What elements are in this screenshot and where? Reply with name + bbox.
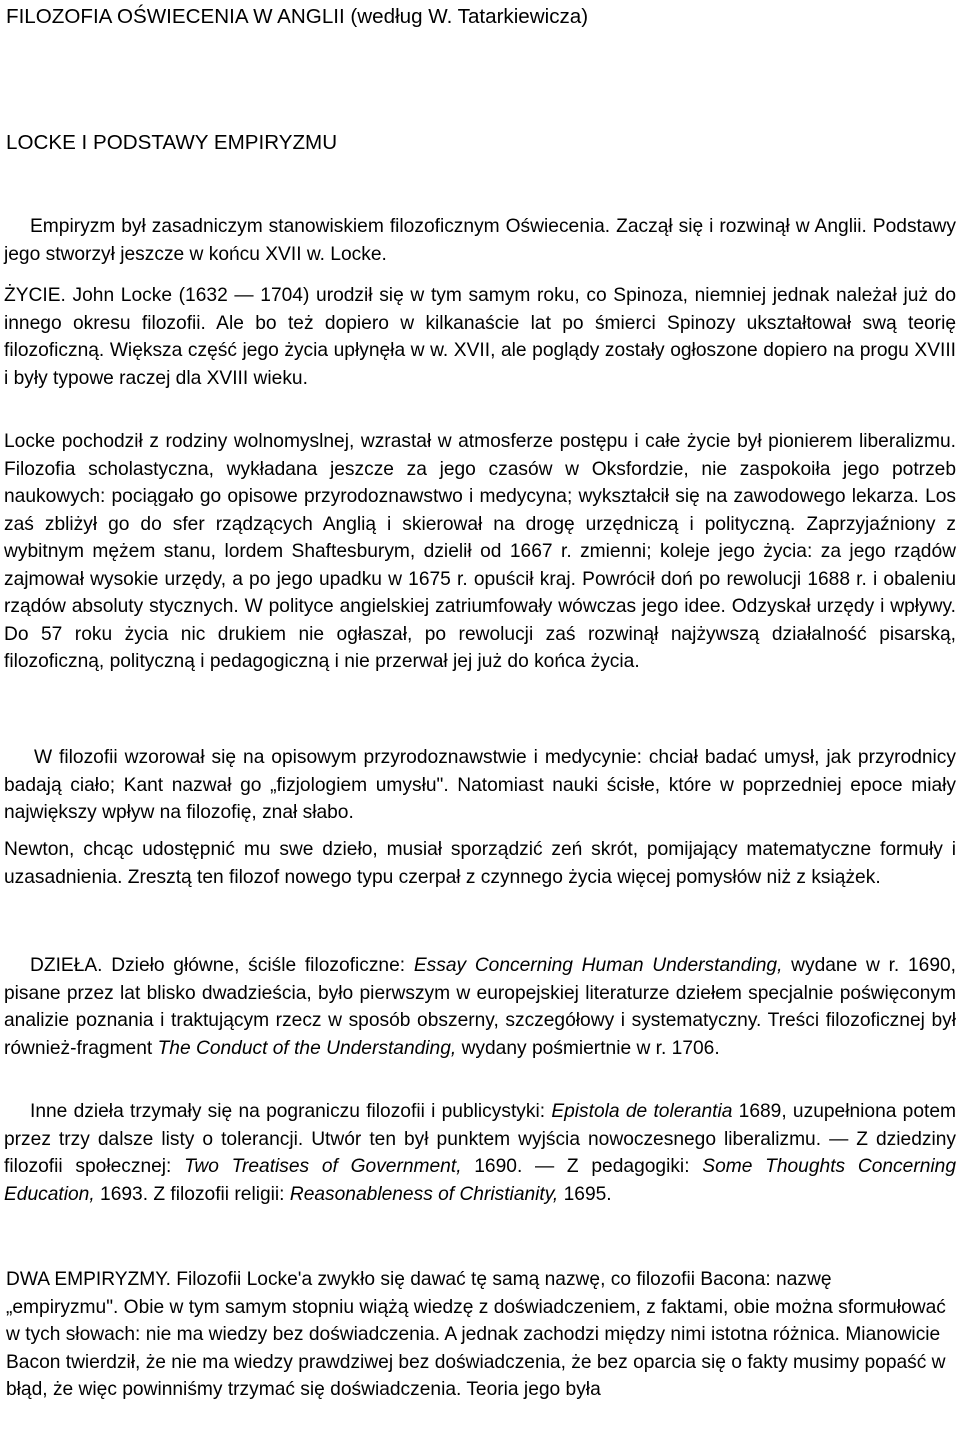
other-works-text: 1693. Z filozofii religii:: [94, 1183, 290, 1205]
paragraph-other-works: [4, 1098, 956, 1208]
other-works-text: 1695.: [558, 1183, 612, 1205]
works-text: DZIEŁA. Dzieło główne, ściśle filozoficzne:: [30, 955, 414, 976]
work-title-treatises: Two Treatises of Government,: [184, 1156, 462, 1177]
works-text: wydany pośmiertnie w r. 1706.: [456, 1037, 720, 1059]
other-works-text: 1690. — Z pedagogiki:: [461, 1156, 703, 1177]
document-title: FILOZOFIA OŚWIECENIA W ANGLII (według W. Tatarkiewicza): [6, 5, 589, 28]
paragraph-biography: Locke pochodził z rodziny wolnomyslnej, wzrastał w atmosferze postępu i całe życie był pionierem liberalizmu. Filozofia scholastyczna, wykładana jeszcze za jego czasów w Oksfordzie, nie zaspokoiła jego potrzeb naukowych: pociągało go opisowe przyrodoznawstwo i medycyna; wykształcił się na zawodowego lekarza. Los zaś zbliżył go do sfer rządzących Anglią i skierował na drogę urzędniczą i polityczną. Zaprzyjaźniony z wybitnym mężem stanu, lordem Shaftesburym, dzielił od 1667 r. zmienni; koleje jego życia: za jego rządów zajmował wysokie urzędy, a po jego upadku w 1675 r. opuścił kraj. Powrócił doń po rewolucji 1688 r. i obaleniu rządów absoluty stycznych. W polityce angielskiej zatriumfowały wówczas jego idee. Odzyskał urzędy i wpływy. Do 57 roku życia nic drukiem nie ogłaszał, po rewolucji zaś rozwinął najżywszą działalność pisarską, filozoficzną, polityczną i pedagogiczną i nie przerwał jej już do końca życia.: [4, 431, 956, 672]
other-works-text: Inne dzieła trzymały się na pograniczu filozofii i publicystyki:: [30, 1101, 552, 1122]
work-title-essay: Essay Concerning Human Understanding,: [413, 955, 783, 976]
paragraph-life: ŻYCIE. John Locke (1632 — 1704) urodził się w tym samym roku, co Spinoza, niemniej jednak należał już do innego okresu filozofii. Ale bo też dopiero w kilkanaście lat po śmierci Spinozy ukształtował swą teorię filozoficzną. Większa część jego życia upłynęła w w. XVII, ale poglądy zostały ogłoszone dopiero na progu XVIII i były typowe raczej dla XVIII wieku.: [4, 285, 956, 389]
other-works-text: 1689, uzupełniona potem przez trzy dalsze listy o tolerancji. Utwór ten był punktem wyjścia nowoczesnego liberalizmu. — Z dziedziny filozofii społecznej:: [4, 1101, 957, 1177]
work-title-education: Some Thoughts Concerning Education,: [4, 1156, 956, 1205]
paragraph-works: [4, 952, 956, 1062]
paragraph-newton: Newton, chcąc udostępnić mu swe dzieło, musiał sporządzić zeń skrót, pomijający matematyczne formuły i uzasadnienia. Zresztą ten filozof nowego typu czerpał z czynnego życia więcej pomysłów niż z książek.: [4, 839, 956, 888]
work-title-epistola: Epistola de tolerantia: [551, 1101, 733, 1122]
work-title-conduct: The Conduct of the Understanding,: [157, 1037, 457, 1059]
work-title-reasonableness: Reasonableness of Christianity,: [289, 1183, 559, 1205]
paragraph-two-empiricisms: DWA EMPIRYZMY. Filozofii Locke'a zwykło się dawać tę samą nazwę, co filozofii Bacona: nazwę „empiryzmu". Obie w tym samym stopniu wiążą wiedzę z doświadczeniem, z faktami, obie można sformułować w tych słowach: nie ma wiedzy bez doświadczenia. A jednak zachodzi między nimi istotna różnica. Mianowicie Bacon twierdził, że nie ma wiedzy prawdziwej bez doświadczenia, że bez oparcia się o fakty musimy popaść w błąd, że więc powinniśmy trzymać się doświadczenia. Teoria jego była: [6, 1269, 946, 1400]
paragraph-intro: Empiryzm był zasadniczym stanowiskiem filozoficznym Oświecenia. Zaczął się i rozwinął w Anglii. Podstawy jego stworzył jeszcze w końcu XVII w. Locke.: [4, 216, 956, 265]
works-text: wydane w r. 1690, pisane przez lat blisko dwadzieścia, było pierwszym w europejskiej literaturze dziełem specjalnie poświęconym analizie poznania i traktującym rzecz w sposób obszerny, szczegółowy i systematyczny. Treści filozoficznej był również-fragment: [4, 955, 956, 1059]
paragraph-method: W filozofii wzorował się na opisowym przyrodoznawstwie i medycynie: chciał badać umysł, jak przyrodnicy badają ciało; Kant nazwał go „fizjologiem umysłu". Natomiast nauki ścisłe, które w poprzedniej epoce miały największy wpływ na filozofię, znał słabo.: [4, 747, 956, 823]
section-heading: LOCKE I PODSTAWY EMPIRYZMU: [6, 131, 338, 154]
